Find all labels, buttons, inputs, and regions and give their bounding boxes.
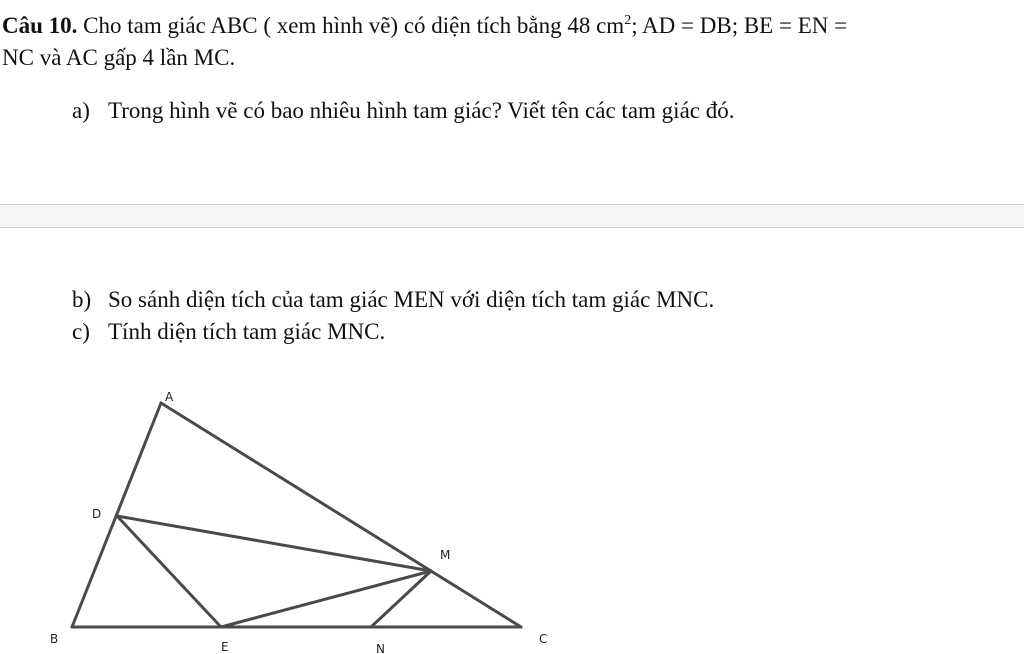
item-b-label: b) xyxy=(72,287,92,312)
segment-dm xyxy=(117,516,431,571)
item-a xyxy=(72,97,734,125)
superscript-2: 2 xyxy=(624,13,632,28)
vertex-label-d: D xyxy=(92,507,102,521)
vertex-label-c: C xyxy=(539,632,548,646)
triangle-figure xyxy=(0,380,600,654)
question-text-1-tail: ; AD = DB; BE = EN = xyxy=(631,13,848,38)
item-b-text: So sánh diện tích của tam giác MEN với diện tích tam giác MNC. xyxy=(108,287,715,312)
item-a-text: Trong hình vẽ có bao nhiêu hình tam giác? Viết tên các tam giác đó. xyxy=(108,98,735,123)
separator-band xyxy=(0,204,1024,228)
item-c-label: c) xyxy=(72,319,90,344)
question-text-1: Cho tam giác ABC ( xem hình vẽ) có diện tích bằng 48 cm xyxy=(77,13,625,38)
segment-ac xyxy=(161,403,521,627)
vertex-label-b: B xyxy=(50,632,59,646)
vertex-label-m: M xyxy=(440,548,451,562)
item-b xyxy=(72,286,714,314)
item-c-text: Tính diện tích tam giác MNC. xyxy=(108,319,386,344)
item-c xyxy=(72,318,385,346)
vertex-label-a: A xyxy=(165,390,174,404)
item-a-label: a) xyxy=(72,98,90,123)
vertex-label-n: N xyxy=(376,642,385,654)
question-number: Câu 10. xyxy=(2,13,78,38)
question-line-1 xyxy=(2,12,847,40)
vertex-label-e: E xyxy=(221,640,229,654)
question-line-2: NC và AC gấp 4 lần MC. xyxy=(2,45,236,70)
